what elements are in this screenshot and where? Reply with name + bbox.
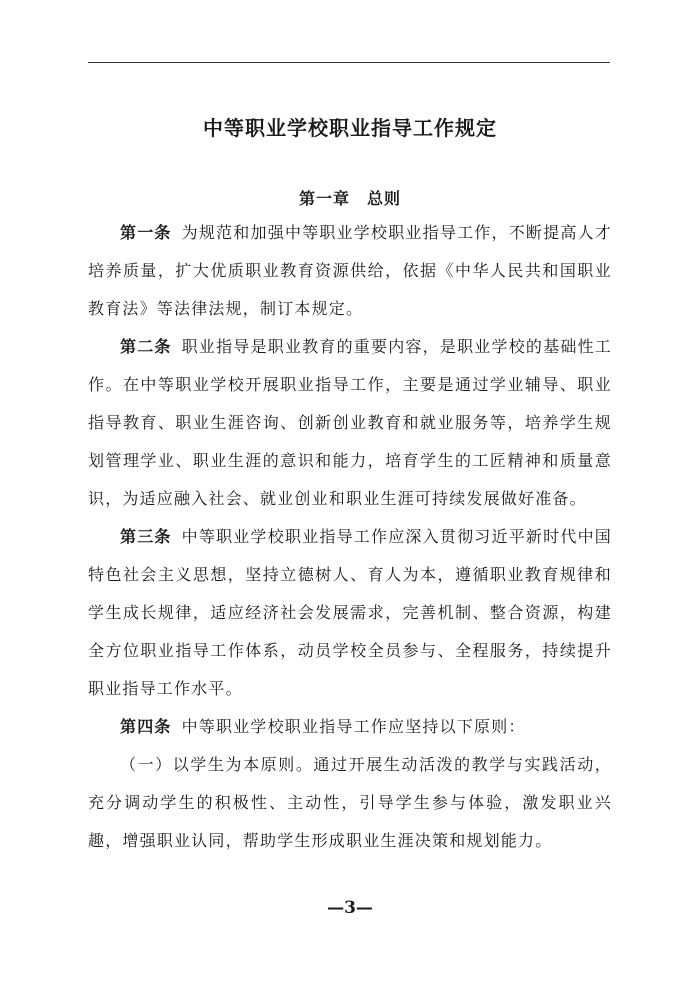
- chapter-heading: 第一章 总则: [298, 189, 401, 208]
- article-label: 第四条: [120, 717, 172, 736]
- document-body: [88, 214, 612, 860]
- article-text: 中等职业学校职业指导工作应坚持以下原则：: [181, 717, 526, 736]
- page-number: —3—: [327, 898, 373, 918]
- article-2: [88, 328, 612, 518]
- article-1: [88, 214, 612, 328]
- article-3: [88, 518, 612, 708]
- article-label: 第二条: [120, 337, 172, 356]
- header-rule: [88, 62, 610, 63]
- document-title: 中等职业学校职业指导工作规定: [203, 116, 497, 140]
- article-text: 为规范和加强中等职业学校职业指导工作，不断提高人才培养质量，扩大优质职业教育资源供给，依据《中华人民共和国职业教育法》等法律法规，制订本规定。: [88, 223, 612, 318]
- principle-1: （一）以学生为本原则。通过开展生动活泼的教学与实践活动，充分调动学生的积极性、主动性，引导学生参与体验，激发职业兴趣，增强职业认同，帮助学生形成职业生涯决策和规划能力。: [88, 755, 612, 850]
- article-label: 第一条: [120, 223, 172, 242]
- article-4: [88, 708, 612, 746]
- article-text: 职业指导是职业教育的重要内容，是职业学校的基础性工作。在中等职业学校开展职业指导工作，主要是通过学业辅导、职业指导教育、职业生涯咨询、创新创业教育和就业服务等，培养学生规划管理学业、职业生涯的意识和能力，培育学生的工匠精神和质量意识，为适应融入社会、就业创业和职业生涯可持续发展做好准备。: [88, 337, 612, 508]
- article-label: 第三条: [120, 527, 172, 546]
- article-text: 中等职业学校职业指导工作应深入贯彻习近平新时代中国特色社会主义思想，坚持立德树人、育人为本，遵循职业教育规律和学生成长规律，适应经济社会发展需求，完善机制、整合资源，构建全方位职业指导工作体系，动员学校全员参与、全程服务，持续提升职业指导工作水平。: [88, 527, 612, 698]
